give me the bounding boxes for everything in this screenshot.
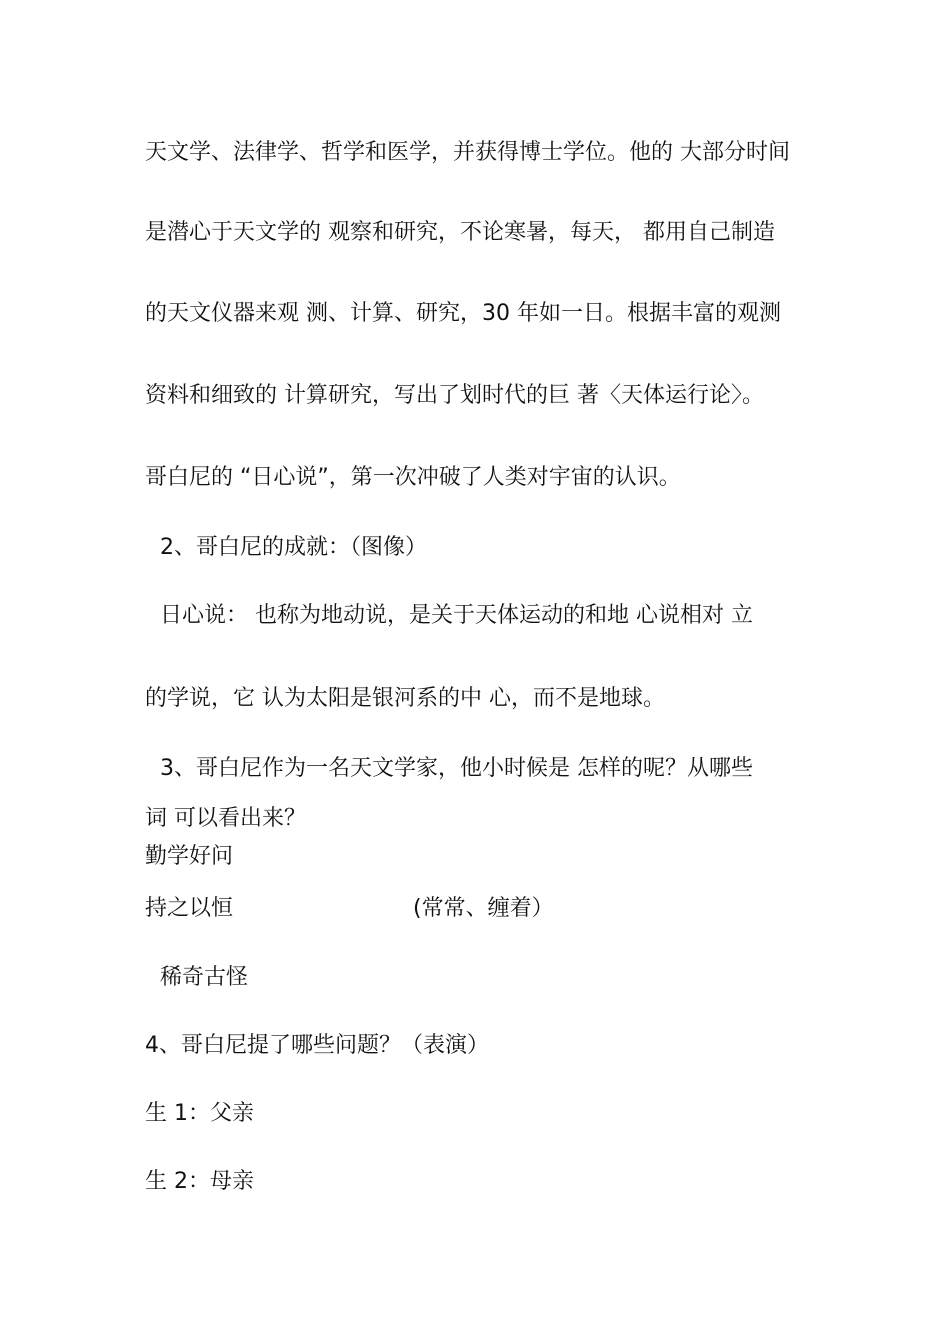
section-3-question-line-2: 词 可以看出来？ [145, 806, 306, 831]
section-2-heading: 2、哥白尼的成就：（图像） [160, 535, 427, 560]
student-2-line: 生 2：母亲 [145, 1169, 254, 1194]
paragraph-line-1: 天文学、法律学、哲学和医学，并获得博士学位。他的 大部分时间 [145, 140, 790, 165]
keyword-diligent: 勤学好问 [145, 844, 234, 869]
paragraph-line-2: 是潜心于天文学的 观察和研究，不论寒暑，每天， 都用自己制造 [145, 220, 775, 245]
heliocentric-definition-line-1: 日心说： 也称为地动说，是关于天体运动的和地 心说相对 立 [160, 603, 753, 628]
paragraph-line-3: 的天文仪器来观 测、计算、研究，30 年如一日。根据丰富的观测 [145, 301, 781, 326]
keyword-persistent: 持之以恒 [145, 896, 234, 921]
keyword-note: (常常、缠着） [413, 896, 554, 921]
section-3-question-line-1: 3、哥白尼作为一名天文学家，他小时候是 怎样的呢？从哪些 [160, 756, 753, 781]
keyword-curious: 稀奇古怪 [160, 965, 249, 990]
section-4-heading: 4、哥白尼提了哪些问题？（表演） [145, 1033, 489, 1058]
heliocentric-definition-line-2: 的学说，它 认为太阳是银河系的中 心，而不是地球。 [145, 686, 665, 711]
paragraph-line-5: 哥白尼的 “日心说”，第一次冲破了人类对宇宙的认识。 [145, 465, 681, 490]
paragraph-line-4: 资料和细致的 计算研究，写出了划时代的巨 著〈天体运行论〉。 [145, 383, 764, 408]
student-1-line: 生 1：父亲 [145, 1101, 254, 1126]
